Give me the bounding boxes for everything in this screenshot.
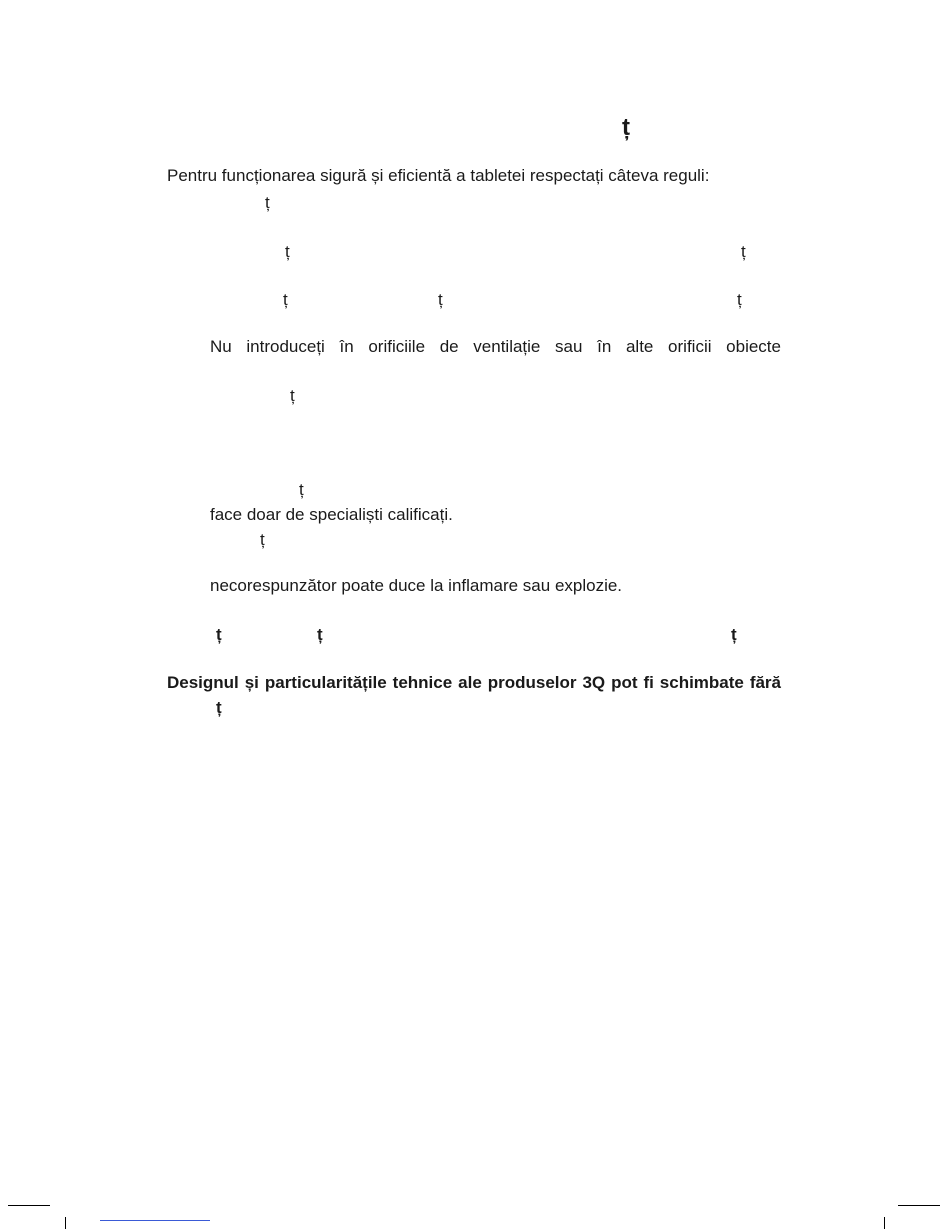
title-fragment: ț (622, 114, 630, 141)
glyph-fragment: ț (285, 242, 290, 261)
glyph-fragment: ț (216, 625, 222, 644)
crop-mark (898, 1205, 940, 1206)
intro-text: Pentru funcționarea sigură și eficientă a tabletei respectați câteva reguli: (167, 166, 710, 185)
crop-mark (884, 1217, 885, 1229)
glyph-fragment: ț (283, 290, 288, 309)
battery-warning-text: necorespunzător poate duce la inflamare sau explozie. (210, 576, 623, 595)
glyph-fragment: ț (265, 193, 270, 212)
glyph-fragment: ț (737, 290, 742, 309)
glyph-fragment: ț (731, 625, 737, 644)
design-notice-text: Designul și particularitățile tehnice ale produselor 3Q pot fi schimbate fără (167, 673, 781, 692)
footer-rule (100, 1220, 210, 1221)
glyph-fragment: ț (260, 530, 265, 549)
glyph-fragment: ț (317, 625, 323, 644)
glyph-fragment: ț (438, 290, 443, 309)
crop-mark (8, 1205, 50, 1206)
crop-mark (65, 1217, 66, 1229)
repair-warning-text: face doar de specialiști calificați. (210, 505, 453, 524)
glyph-fragment: ț (299, 480, 304, 499)
glyph-fragment: ț (741, 242, 746, 261)
glyph-fragment: ț (290, 386, 295, 405)
glyph-fragment: ț (216, 698, 222, 717)
ventilation-warning-text: Nu introduceți în orificiile de ventilație sau în alte orificii obiecte (210, 337, 781, 356)
